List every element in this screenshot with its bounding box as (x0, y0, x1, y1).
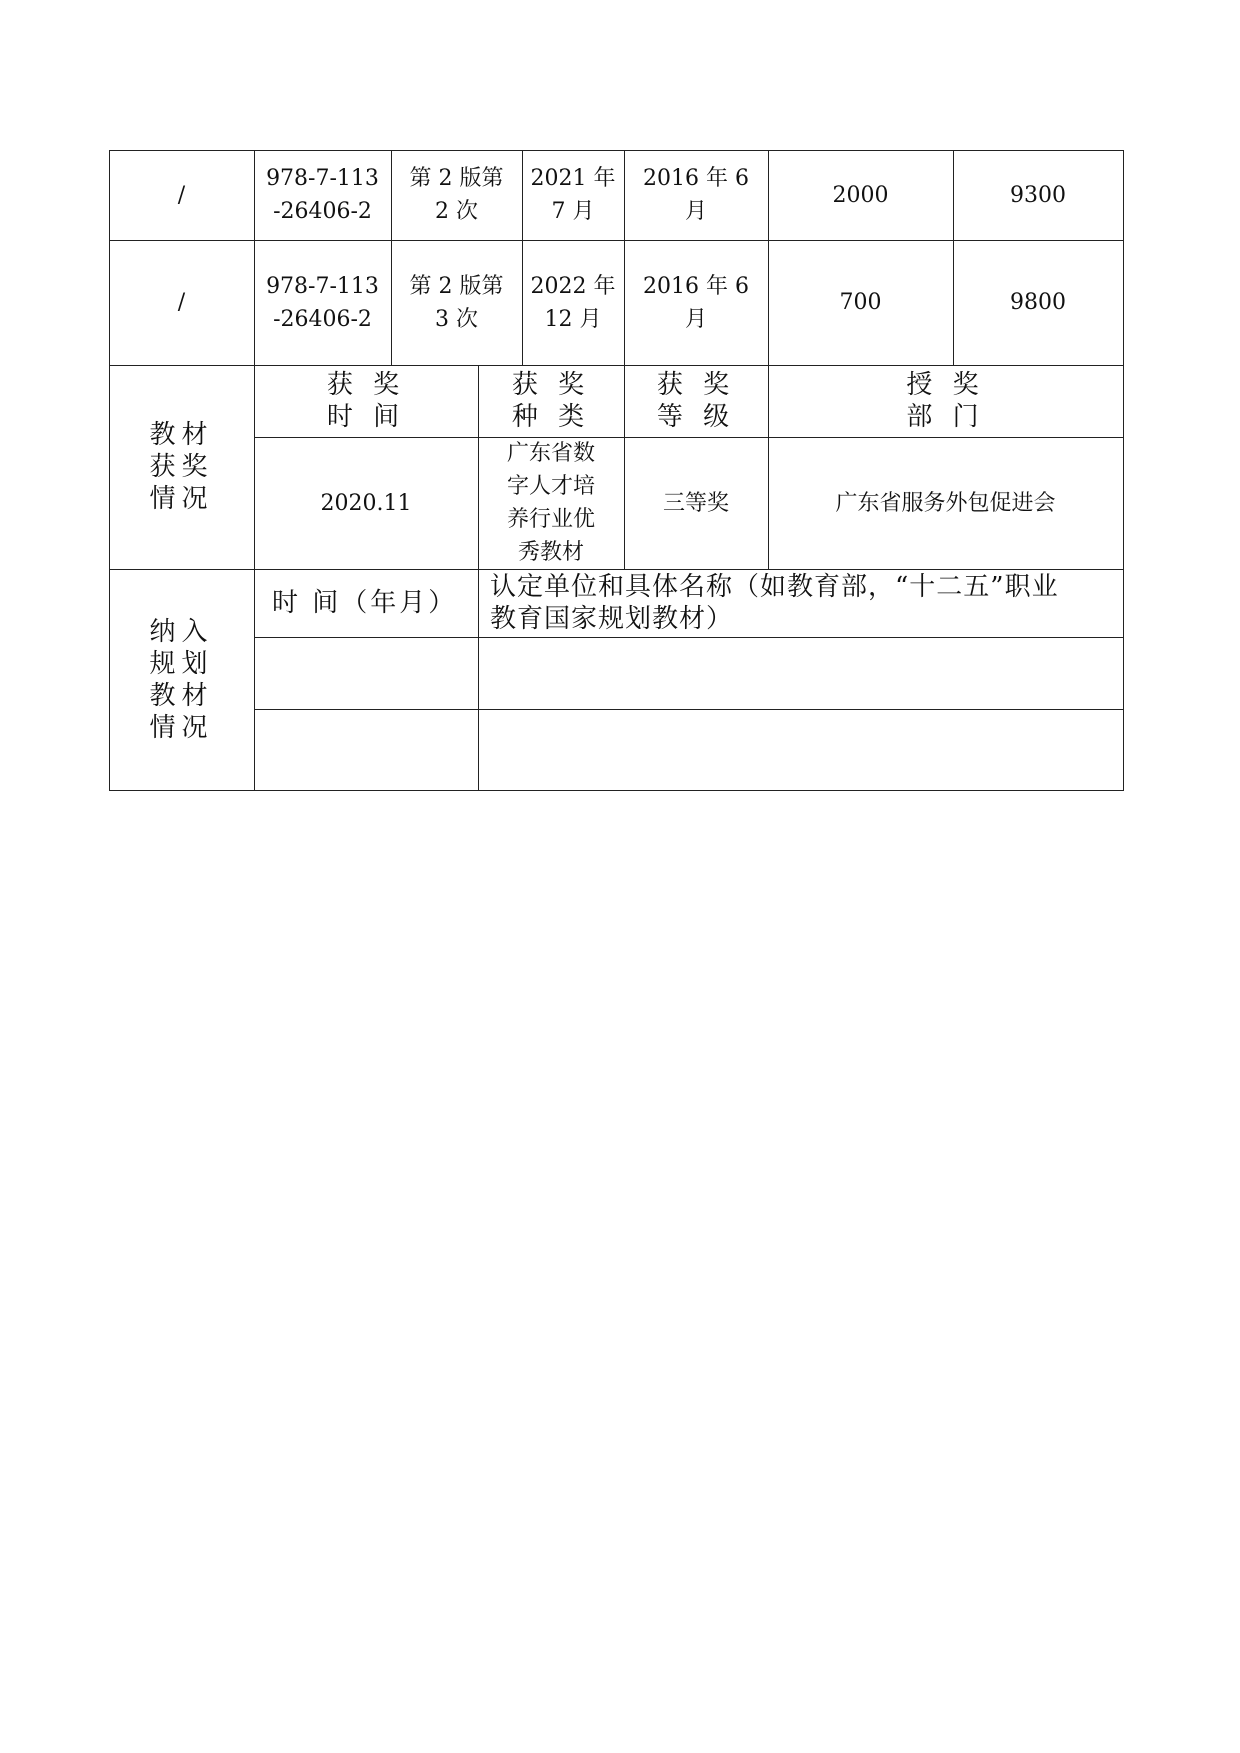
edition-2-edition: 第 2 版第 3 次 (409, 273, 504, 332)
planning-header-time: 时 间（年月） (272, 588, 458, 618)
award-header-dept: 授 奖 部 门 (906, 370, 985, 432)
edition-1-copies: 2000 (832, 182, 889, 208)
planning-header-desc: 认定单位和具体名称（如教育部，“十二五”职业 教育国家规划教材） (490, 572, 1059, 634)
edition-2-first-date: 2016 年 6 月 (643, 273, 749, 332)
planning-row-2-desc (478, 709, 1123, 790)
edition-2-print-date: 2022 年 12 月 (530, 273, 616, 332)
award-dept: 广东省服务外包促进会 (835, 490, 1056, 516)
award-header-type: 获 奖 种 类 (511, 370, 591, 432)
planning-row-1-time (254, 637, 478, 709)
planning-row-1-desc (478, 637, 1123, 709)
award-grade: 三等奖 (662, 490, 729, 516)
edition-2-isbn: 978-7-113 -26406-2 (266, 273, 379, 332)
edition-1-first-date: 2016 年 6 月 (643, 166, 749, 224)
award-type: 广东省数 字人才培 养行业优 秀教材 (506, 441, 595, 565)
edition-2-copies: 700 (839, 290, 882, 315)
planning-row-2-time (254, 709, 478, 790)
edition-1-total: 9300 (1010, 182, 1066, 208)
edition-1-col1: / (177, 182, 186, 208)
edition-2-total: 9800 (1010, 290, 1066, 315)
edition-2-col1: / (177, 290, 186, 315)
planning-section-label: 纳入 规划 教材 情况 (149, 616, 214, 743)
edition-1-isbn: 978-7-113 -26406-2 (266, 166, 379, 224)
edition-1-edition: 第 2 版第 2 次 (409, 166, 504, 224)
edition-1-print-date: 2021 年 7 月 (530, 166, 616, 224)
award-header-grade: 获 奖 等 级 (656, 370, 736, 432)
table-rule (109, 790, 1123, 791)
award-section-label: 教材 获奖 情况 (149, 420, 214, 514)
award-header-time: 获 奖 时 间 (326, 370, 406, 432)
table-rule (1123, 150, 1124, 791)
award-time: 2020.11 (320, 490, 412, 516)
